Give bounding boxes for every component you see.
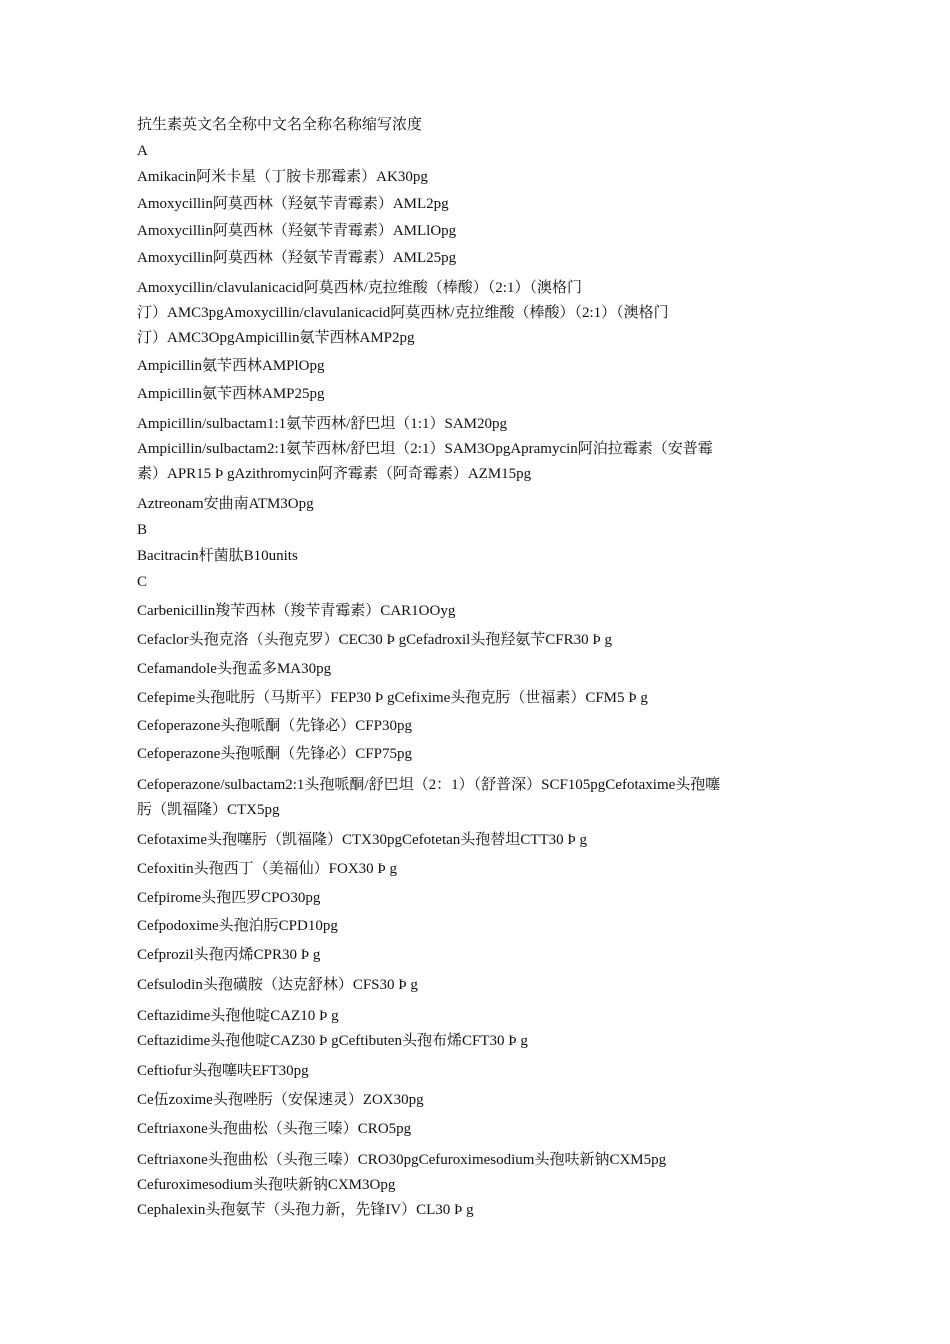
list-item: Ampicillin氨苄西林AMPlOpg (137, 358, 325, 374)
list-item: 素）APR15 Þ gAzithromycin阿齐霉素（阿奇霉素）AZM15pg (137, 466, 532, 482)
paragraph (137, 276, 817, 351)
list-item: Cephalexin头孢氨苄（头孢力新，先锋IV）CL30 Þ g (137, 1202, 474, 1218)
list-item: Ampicillin/sulbactam1:1氨苄西林/舒巴坦（1:1）SAM20pg (137, 416, 507, 432)
list-item: Ampicillin氨苄西林AMP25pg (137, 386, 325, 402)
list-item: Cefoperazone/sulbactam2:1头孢哌酮/舒巴坦（2：1）（舒普深）SCF105pgCefotaxime头孢噻 (137, 777, 721, 793)
list-item: Amikacin阿米卡星（丁胺卡那霉素）AK30pg (137, 169, 428, 185)
list-item: Cefprozil头孢丙烯CPR30 Þ g (137, 947, 321, 963)
list-item: Amoxycillin/clavulanicacid阿莫西林/克拉维酸（棒酸）（2:1）（澳格门 (137, 280, 582, 296)
table-header-line: 抗生素英文名全称中文名全称名称缩写浓度 (137, 117, 423, 133)
paragraph (137, 412, 817, 487)
paragraph (137, 1148, 817, 1223)
section-letter-a: A (137, 143, 148, 159)
list-item: Cefoxitin头孢西丁（美福仙）FOX30 Þ g (137, 861, 398, 877)
document-body (137, 114, 817, 1223)
list-item: Aztreonam安曲南ATM3Opg (137, 496, 314, 512)
list-item: 汀）AMC3OpgAmpicillin氨苄西林AMP2pg (137, 330, 415, 346)
list-item: Ce伍zoxime头孢唑肟（安保速灵）ZOX30pg (137, 1092, 424, 1108)
list-item: Cefsulodin头孢磺胺（达克舒林）CFS30 Þ g (137, 977, 418, 993)
list-item: Ceftiofur头孢噻呋EFT30pg (137, 1063, 309, 1079)
list-item: Amoxycillin阿莫西林（羟氨苄青霉素）AML2pg (137, 196, 449, 212)
list-item: Cefpodoxime头孢泊肟CPD10pg (137, 918, 338, 934)
list-item: Cefpirome头孢匹罗CPO30pg (137, 890, 321, 906)
list-item: Ceftriaxone头孢曲松（头孢三嗪）CRO30pgCefuroximesodium头孢呋新钠CXM5pg (137, 1152, 667, 1168)
list-item: Bacitracin杆菌肽B10units (137, 548, 298, 564)
list-item: Cefepime头孢吡肟（马斯平）FEP30 Þ gCefixime头孢克肟（世福素）CFM5 Þ g (137, 690, 648, 706)
list-item: Cefuroximesodium头孢呋新钠CXM3Opg (137, 1177, 396, 1193)
paragraph (137, 773, 817, 823)
list-item: Cefotaxime头孢噻肟（凯福隆）CTX30pgCefotetan头孢替坦CTT30 Þ g (137, 832, 587, 848)
list-item: Cefoperazone头孢哌酮（先锋必）CFP75pg (137, 746, 412, 762)
list-item: Ampicillin/sulbactam2:1氨苄西林/舒巴坦（2:1）SAM3OpgApramycin阿泊拉霉素（安普霉 (137, 441, 713, 457)
list-item: Cefamandole头孢孟多MA30pg (137, 661, 332, 677)
list-item: Carbenicillin羧苄西林（羧苄青霉素）CAR1OOyg (137, 603, 456, 619)
list-item: 肟（凯福隆）CTX5pg (137, 802, 280, 818)
section-letter-b: B (137, 522, 148, 538)
list-item: Amoxycillin阿莫西林（羟氨苄青霉素）AML25pg (137, 250, 457, 266)
list-item: Cefaclor头孢克洛（头孢克罗）CEC30 Þ gCefadroxil头孢羟氨苄CFR30 Þ g (137, 632, 612, 648)
paragraph (137, 1004, 817, 1054)
list-item: Cefoperazone头孢哌酮（先锋必）CFP30pg (137, 718, 412, 734)
section-letter-c: C (137, 574, 148, 590)
list-item: 汀）AMC3pgAmoxycillin/clavulanicacid阿莫西林/克拉维酸（棒酸）（2:1）（澳格门 (137, 305, 669, 321)
list-item: Ceftriaxone头孢曲松（头孢三嗪）CRO5pg (137, 1121, 412, 1137)
list-item: Ceftazidime头孢他啶CAZ10 Þ g (137, 1008, 339, 1024)
list-item: Amoxycillin阿莫西林（羟氨苄青霉素）AMLlOpg (137, 223, 457, 239)
list-item: Ceftazidime头孢他啶CAZ30 Þ gCeftibuten头孢布烯CFT30 Þ g (137, 1033, 528, 1049)
